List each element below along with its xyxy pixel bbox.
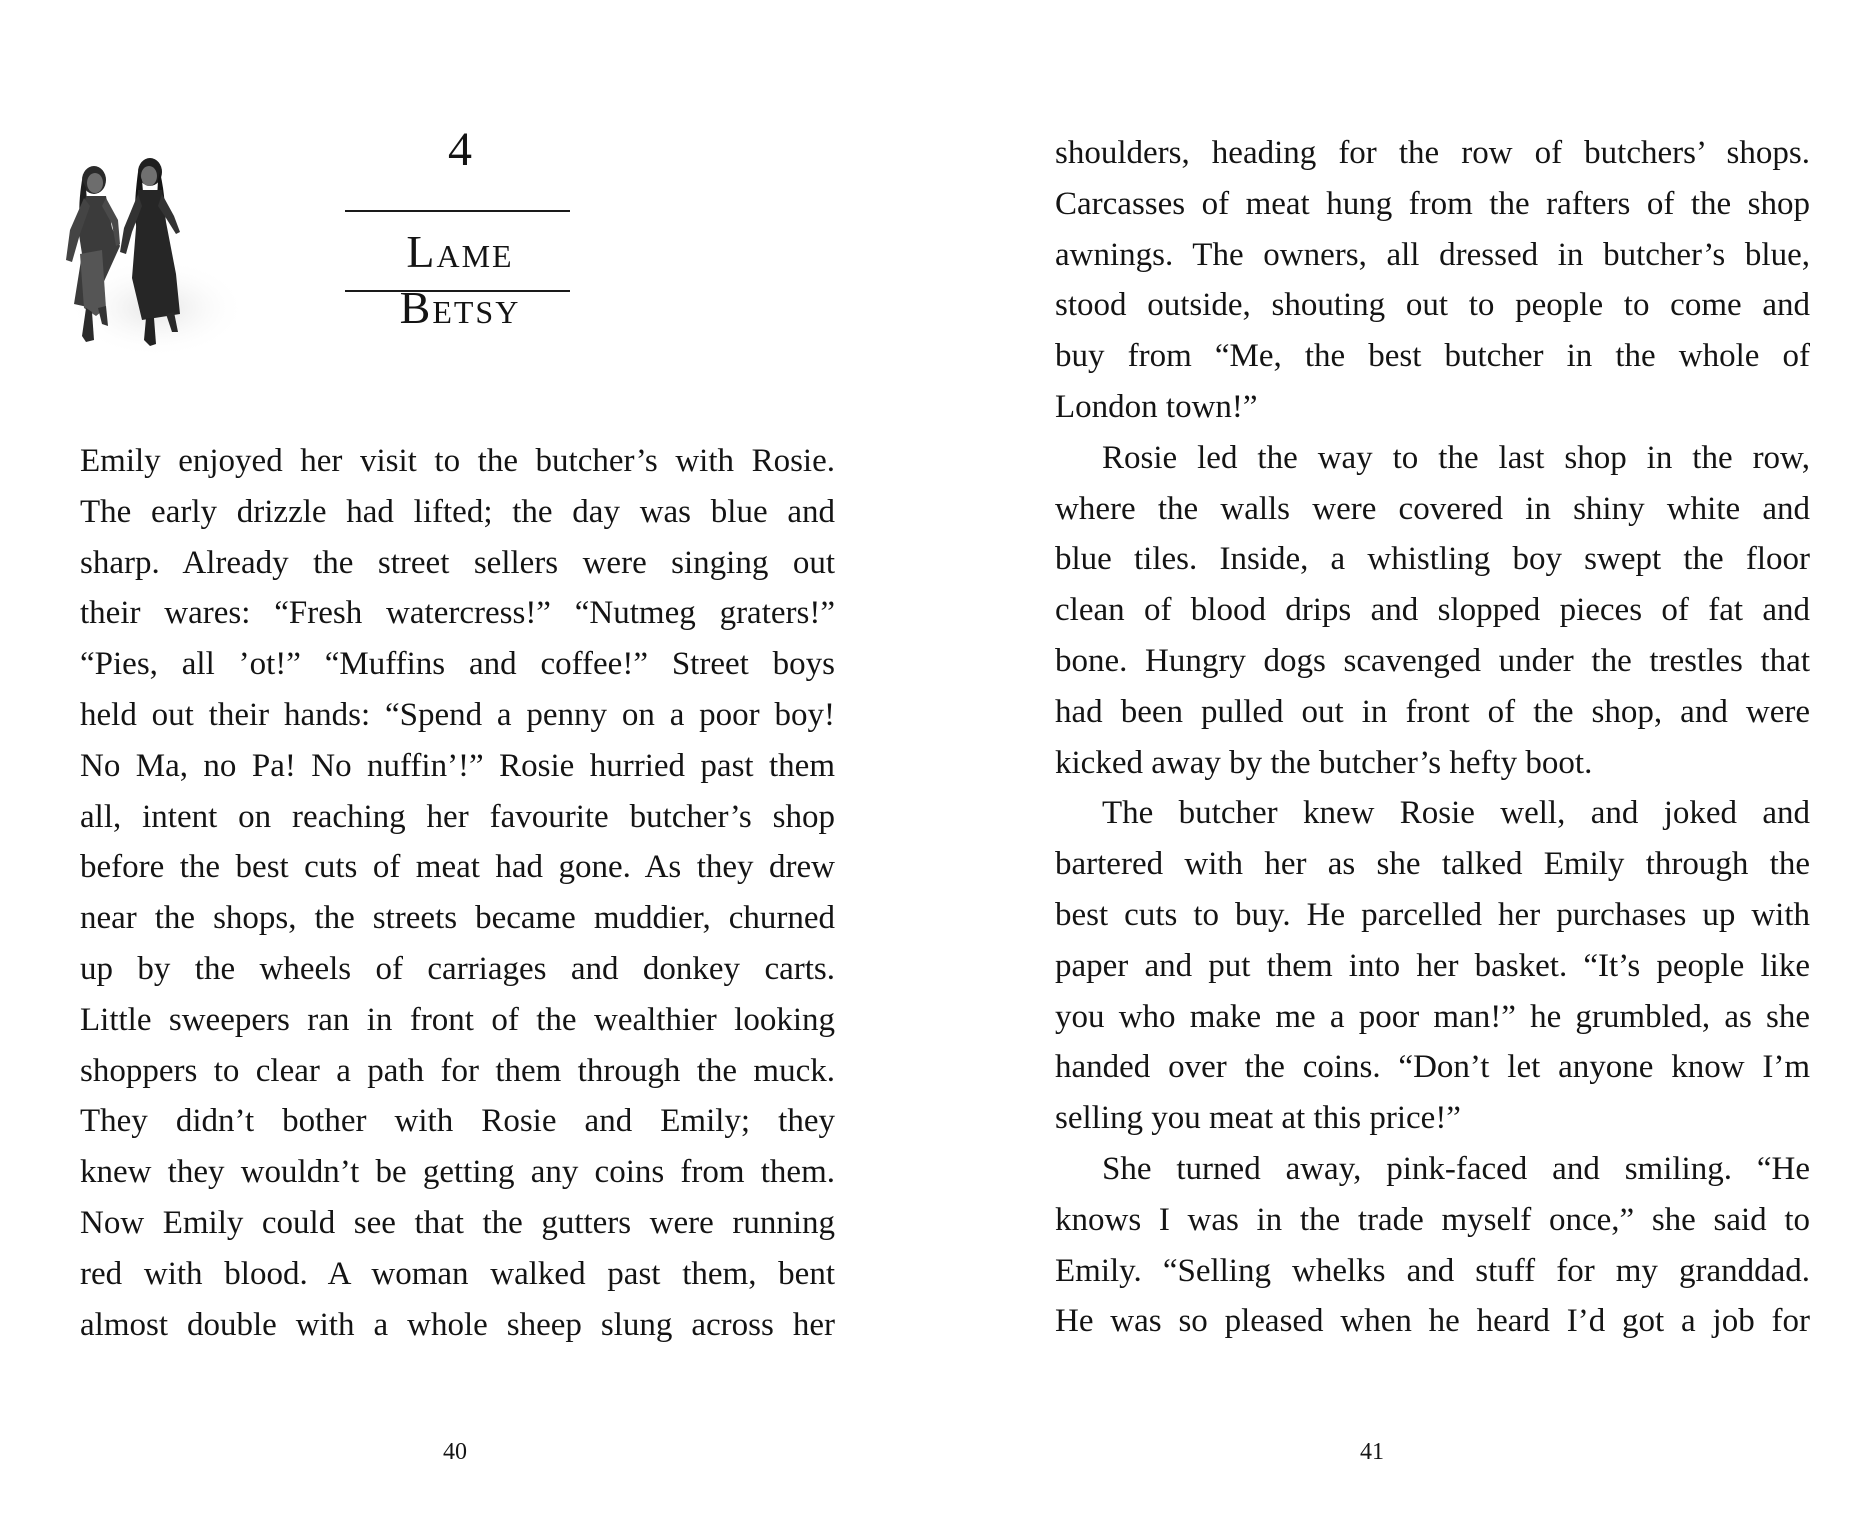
text-line: sharp. Already the street sellers were singing out (80, 544, 835, 581)
text-line: you who make me a poor man!” he grumbled, as she (1055, 998, 1810, 1035)
text-line: The early drizzle had lifted; the day was blue and (80, 493, 835, 530)
text-line: stood outside, shouting out to people to come and (1055, 287, 1810, 324)
page-number-right: 41 (1360, 1439, 1384, 1465)
text-line: blue tiles. Inside, a whistling boy swept the floor (1055, 541, 1810, 578)
text-line: awnings. The owners, all dressed in butcher’s blue, (1055, 236, 1810, 273)
text-line: before the best cuts of meat had gone. As they drew (80, 849, 835, 886)
text-line: knows I was in the trade myself once,” she said to (1055, 1201, 1810, 1238)
page-number-left: 40 (443, 1439, 467, 1465)
text-line: She turned away, pink-faced and smiling. “He (1102, 1150, 1810, 1187)
text-line: almost double with a whole sheep slung across her (80, 1306, 835, 1343)
text-line: Now Emily could see that the gutters were running (80, 1204, 835, 1241)
text-line: Emily. “Selling whelks and stuff for my granddad. (1055, 1252, 1810, 1289)
text-line: buy from “Me, the best butcher in the whole of (1055, 338, 1810, 375)
text-line: shoppers to clear a path for them through the muck. (80, 1052, 835, 1089)
chapter-rule-top (345, 210, 570, 212)
text-line: No Ma, no Pa! No nuffin’!” Rosie hurried past them (80, 747, 835, 784)
text-line: Rosie led the way to the last shop in the row, (1102, 439, 1810, 476)
right-page-body-text (1055, 128, 1810, 1347)
text-line: best cuts to buy. He parcelled her purchases up with (1055, 896, 1810, 933)
text-line: had been pulled out in front of the shop, and were (1055, 693, 1810, 730)
text-line: handed over the coins. “Don’t let anyone know I’m (1055, 1049, 1810, 1086)
chapter-number: 4 (448, 123, 472, 176)
text-line: red with blood. A woman walked past them, bent (80, 1255, 835, 1292)
text-line: bone. Hungry dogs scavenged under the trestles that (1055, 642, 1810, 679)
text-line: Little sweepers ran in front of the wealthier looking (80, 1001, 835, 1038)
text-line: He was so pleased when he heard I’d got a job for (1055, 1303, 1810, 1340)
text-line: The butcher knew Rosie well, and joked and (1102, 795, 1810, 832)
text-line: where the walls were covered in shiny white and (1055, 490, 1810, 527)
text-line: held out their hands: “Spend a penny on a poor boy! (80, 696, 835, 733)
text-line: knew they wouldn’t be getting any coins from them. (80, 1154, 835, 1191)
text-line: Emily enjoyed her visit to the butcher’s with Rosie. (80, 443, 835, 479)
two-girls-running-illustration (62, 158, 240, 358)
text-line: shoulders, heading for the row of butchers’ shops. (1055, 135, 1810, 171)
text-line: their wares: “Fresh watercress!” “Nutmeg graters!” (80, 595, 835, 632)
text-line: near the shops, the streets became muddier, churned (80, 900, 835, 937)
text-line: all, intent on reaching her favourite butcher’s shop (80, 798, 835, 835)
left-page-body-text (80, 436, 835, 1350)
text-line: selling you meat at this price!” (1055, 1100, 1461, 1137)
text-line: “Pies, all ’ot!” “Muffins and coffee!” Street boys (80, 646, 835, 683)
text-line: paper and put them into her basket. “It’s people like (1055, 947, 1810, 984)
text-line: They didn’t bother with Rosie and Emily; they (80, 1103, 835, 1140)
text-line: London town!” (1055, 388, 1258, 425)
right-page (937, 0, 1874, 1516)
text-line: up by the wheels of carriages and donkey carts. (80, 950, 835, 987)
chapter-title: Lame Betsy (399, 226, 521, 333)
text-line: clean of blood drips and slopped pieces of fat and (1055, 592, 1810, 629)
chapter-rule-bottom (345, 290, 570, 292)
text-line: bartered with her as she talked Emily through the (1055, 846, 1810, 883)
text-line: kicked away by the butcher’s hefty boot. (1055, 744, 1593, 781)
text-line: Carcasses of meat hung from the rafters of the shop (1055, 185, 1810, 222)
